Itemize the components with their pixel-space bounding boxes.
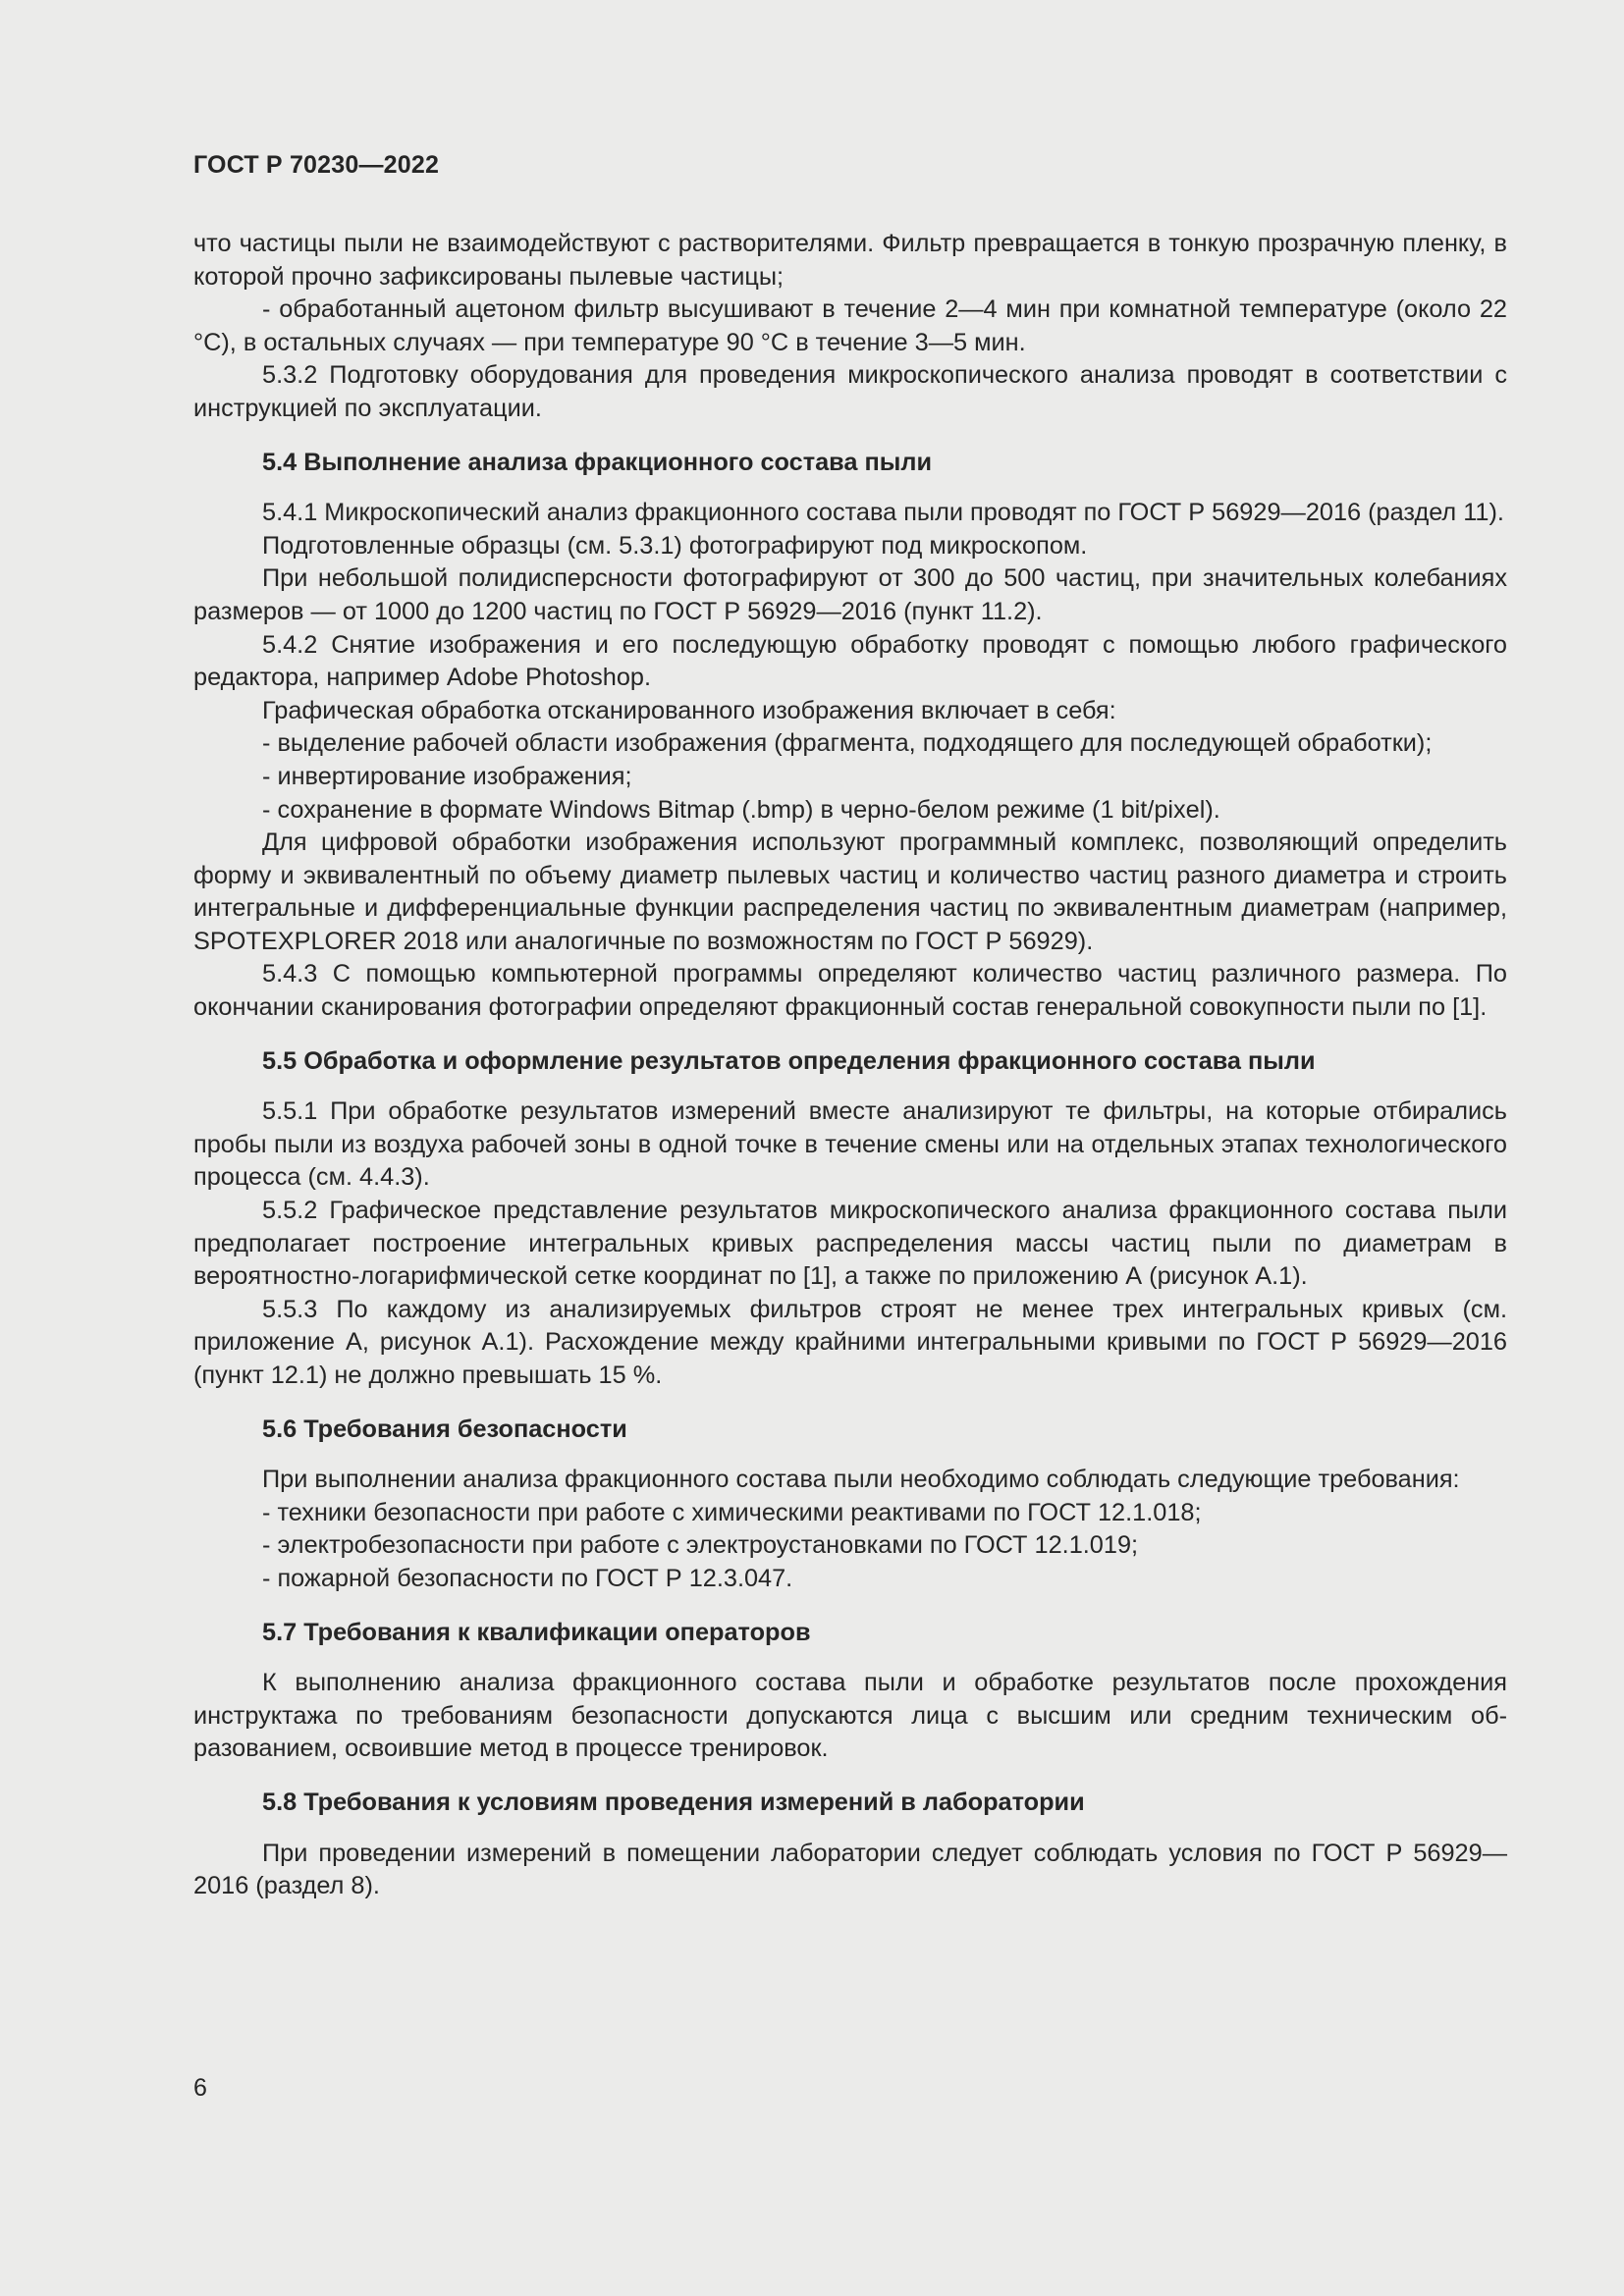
paragraph-continuation: что частицы пыли не взаимодействуют с растворителями. Фильтр превращается в тонкую прозрачную пленку, в которой прочно зафиксированы пылевые частицы; [193,230,1507,291]
document-page [193,145,1507,2109]
paragraph-5-4-2-software: Для цифровой обработки изображения используют программный комплекс, позволяющий определить форму и эквивалентный по объему диаметр пылевых частиц и количество частиц разного диаметра и строить интегральные и дифференциальные функции распределения частиц по эквивалентным диаметрам (например, SPOTEXPLORER 2018 или аналогичные по возможностям по ГОСТ Р 56929). [193,828,1507,955]
section-heading-5-4: 5.4 Выполнение анализа фракционного состава пыли [262,448,932,476]
list-item-invert: - инвертирование изображения; [262,762,632,790]
paragraph-5-8: При проведении измерений в помещении лаборатории следует соблюдать условия по ГОСТ Р 56929—2016 (раздел 8). [193,1839,1507,1900]
paragraph-5-5-2: 5.5.2 Графическое представление результатов микроскопического анализа фракционного состава пыли предполагает построение интегральных кривых распределения массы частиц пыли по диаметрам в вероятностно-логарифмической сетке координат по [1], а также по приложению А (рисунок А.1). [193,1197,1507,1291]
list-item-select-area: - выделение рабочей области изображения (фрагмента, подходящего для последующей обработки); [262,729,1433,758]
paragraph-5-4-1: 5.4.1 Микроскопический анализ фракционного состава пыли проводят по ГОСТ Р 56929—2016 (раздел 11). [262,499,1504,527]
section-heading-5-7: 5.7 Требования к квалификации операторов [262,1618,811,1646]
list-item-fire-safety: - пожарной безопасности по ГОСТ Р 12.3.047. [262,1564,793,1592]
paragraph-5-3-2: 5.3.2 Подготовку оборудования для проведения микроскопического анализа проводят в соответствии с инструкцией по эксплуатации. [193,361,1507,422]
document-header: ГОСТ Р 70230—2022 [193,151,440,179]
paragraph-5-6: При выполнении анализа фракционного состава пыли необходимо соблюдать следующие требования: [262,1466,1460,1494]
paragraph-5-4-2: 5.4.2 Снятие изображения и его последующую обработку проводят с помощью любого графического редактора, например Adobe Photoshop. [193,630,1507,692]
document-body [193,228,1507,1903]
paragraph-5-4-3: 5.4.3 С помощью компьютерной программы определяют количество частиц различного размера. По окончании сканирования фотографии определяют фракционный состав генеральной совокупности пыли по [1]. [193,960,1507,1022]
paragraph-5-4-1-samples: Подготовленные образцы (см. 5.3.1) фотографируют под микроскопом. [262,531,1088,560]
paragraph-5-5-1: 5.5.1 При обработке результатов измерений вместе анализируют те фильтры, на которые отбирались пробы пыли из воздуха рабочей зоны в одной точке в течение смены или на отдельных этапах технологического процесса (см. 4.4.3). [193,1097,1507,1192]
list-item-electrical-safety: - электробезопасности при работе с электроустановками по ГОСТ 12.1.019; [262,1531,1139,1560]
paragraph-5-4-1-polydispersity: При небольшой полидисперсности фотографируют от 300 до 500 частиц, при значительных колебаниях размеров — от 1000 до 1200 частиц по ГОСТ Р 56929—2016 (пункт 11.2). [193,564,1507,625]
paragraph-5-7: К выполнению анализа фракционного состава пыли и обработке результатов после прохождения инструктажа по требованиям безопасности допускаются лица с высшим или средним техническим образованием, освоившие метод в процессе тренировок. [193,1669,1507,1763]
paragraph-5-5-3: 5.5.3 По каждому из анализируемых фильтров строят не менее трех интегральных кривых (см. приложение А, рисунок А.1). Расхождение между крайними интегральными кривыми по ГОСТ Р 56929—2016 (пункт 12.1) не должно превышать 15 %. [193,1295,1507,1389]
page-number: 6 [193,2074,207,2102]
paragraph-5-4-2-processing: Графическая обработка отсканированного изображения включает в себя: [262,696,1116,724]
list-item-save-bmp: - сохранение в формате Windows Bitmap (.bmp) в черно-белом режиме (1 bit/pixel). [262,795,1220,824]
section-heading-5-8: 5.8 Требования к условиям проведения измерений в лаборатории [262,1788,1085,1816]
section-heading-5-5: 5.5 Обработка и оформление результатов определения фракционного состава пыли [262,1046,1316,1075]
list-item-chemical-safety: - техники безопасности при работе с химическими реактивами по ГОСТ 12.1.018; [262,1498,1202,1526]
list-item-acetone-drying: - обработанный ацетоном фильтр высушивают в течение 2—4 мин при комнатной температуре (около 22 °С), в остальных случаях — при температуре 90 °С в течение 3—5 мин. [193,295,1507,356]
section-heading-5-6: 5.6 Требования безопасности [262,1415,627,1443]
